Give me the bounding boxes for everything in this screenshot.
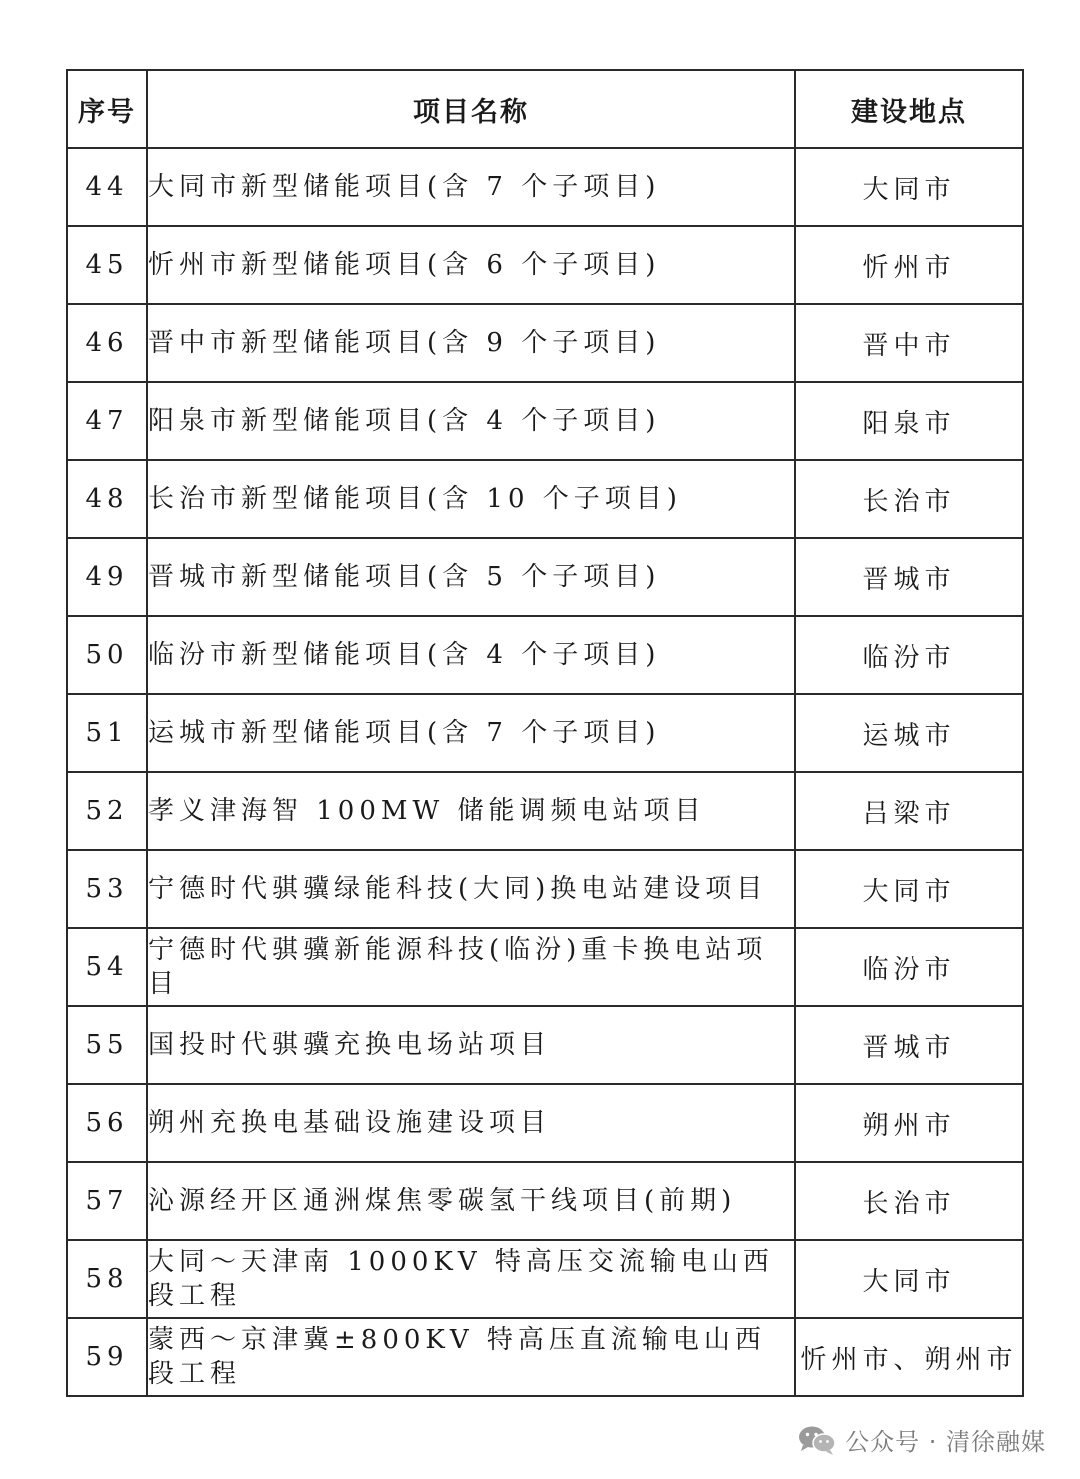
project-table <box>66 69 1024 1397</box>
table-row <box>67 616 1023 694</box>
row-location: 长治市 <box>795 460 1023 538</box>
row-no: 45 <box>67 226 147 304</box>
row-name: 运城市新型储能项目(含 7 个子项目) <box>147 694 795 772</box>
row-no: 50 <box>67 616 147 694</box>
row-name: 沁源经开区通洲煤焦零碳氢干线项目(前期) <box>147 1162 795 1240</box>
row-name: 宁德时代骐骥新能源科技(临汾)重卡换电站项目 <box>147 928 795 1006</box>
table-row <box>67 928 1023 1006</box>
row-location: 运城市 <box>795 694 1023 772</box>
row-location: 大同市 <box>795 850 1023 928</box>
header-name: 项目名称 <box>147 70 795 148</box>
table-row <box>67 460 1023 538</box>
wechat-icon <box>797 1424 837 1456</box>
row-name: 朔州充换电基础设施建设项目 <box>147 1084 795 1162</box>
table-row <box>67 1006 1023 1084</box>
table-row <box>67 850 1023 928</box>
row-location: 长治市 <box>795 1162 1023 1240</box>
table-row <box>67 694 1023 772</box>
row-location: 大同市 <box>795 148 1023 226</box>
header-no: 序号 <box>67 70 147 148</box>
table-row <box>67 304 1023 382</box>
watermark-text: 公众号 · 清徐融媒 <box>845 1428 1046 1456</box>
table-row <box>67 1162 1023 1240</box>
row-name: 晋中市新型储能项目(含 9 个子项目) <box>147 304 795 382</box>
row-no: 44 <box>67 148 147 226</box>
row-no: 48 <box>67 460 147 538</box>
row-no: 57 <box>67 1162 147 1240</box>
row-name: 忻州市新型储能项目(含 6 个子项目) <box>147 226 795 304</box>
row-no: 54 <box>67 928 147 1006</box>
wechat-watermark <box>797 1422 1046 1457</box>
header-location: 建设地点 <box>795 70 1023 148</box>
table-row <box>67 1084 1023 1162</box>
table-header-row <box>67 70 1023 148</box>
row-name: 大同～天津南 1000KV 特高压交流输电山西段工程 <box>147 1240 795 1318</box>
row-no: 55 <box>67 1006 147 1084</box>
row-location: 晋城市 <box>795 538 1023 616</box>
row-location: 临汾市 <box>795 616 1023 694</box>
row-no: 56 <box>67 1084 147 1162</box>
row-no: 49 <box>67 538 147 616</box>
row-location: 晋中市 <box>795 304 1023 382</box>
row-location: 吕梁市 <box>795 772 1023 850</box>
row-name: 阳泉市新型储能项目(含 4 个子项目) <box>147 382 795 460</box>
row-name: 宁德时代骐骥绿能科技(大同)换电站建设项目 <box>147 850 795 928</box>
row-no: 46 <box>67 304 147 382</box>
row-location: 忻州市、朔州市 <box>795 1318 1023 1396</box>
row-location: 晋城市 <box>795 1006 1023 1084</box>
row-name: 长治市新型储能项目(含 10 个子项目) <box>147 460 795 538</box>
table-row <box>67 382 1023 460</box>
row-name: 临汾市新型储能项目(含 4 个子项目) <box>147 616 795 694</box>
row-no: 51 <box>67 694 147 772</box>
table-row <box>67 1240 1023 1318</box>
row-location: 临汾市 <box>795 928 1023 1006</box>
row-location: 大同市 <box>795 1240 1023 1318</box>
table-row <box>67 538 1023 616</box>
row-no: 59 <box>67 1318 147 1396</box>
row-no: 58 <box>67 1240 147 1318</box>
table-row <box>67 226 1023 304</box>
table-row <box>67 148 1023 226</box>
row-name: 孝义津海智 100MW 储能调频电站项目 <box>147 772 795 850</box>
row-name: 大同市新型储能项目(含 7 个子项目) <box>147 148 795 226</box>
row-no: 53 <box>67 850 147 928</box>
table-row <box>67 1318 1023 1396</box>
row-name: 蒙西～京津冀±800KV 特高压直流输电山西段工程 <box>147 1318 795 1396</box>
row-name: 晋城市新型储能项目(含 5 个子项目) <box>147 538 795 616</box>
row-no: 52 <box>67 772 147 850</box>
row-name: 国投时代骐骥充换电场站项目 <box>147 1006 795 1084</box>
table-row <box>67 772 1023 850</box>
row-location: 忻州市 <box>795 226 1023 304</box>
row-location: 朔州市 <box>795 1084 1023 1162</box>
row-no: 47 <box>67 382 147 460</box>
row-location: 阳泉市 <box>795 382 1023 460</box>
